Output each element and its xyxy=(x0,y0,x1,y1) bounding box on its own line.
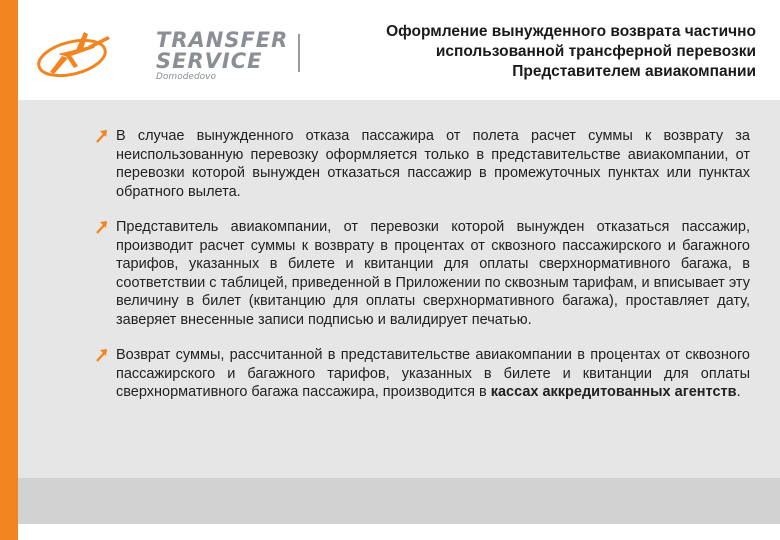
logo-subtitle: Domodedovo xyxy=(156,72,217,82)
header xyxy=(18,0,780,100)
bullet-emphasis: кассах аккредитованных агентств xyxy=(490,384,737,400)
bullet-item xyxy=(96,127,750,201)
bullet-text: Возврат суммы, рассчитанной в представительстве авиакомпании в процентах от сквозного пассажирского и багажного тарифов, указанных в билете и квитанции для оплаты сверхнормативного багажа пассажира, производится в xyxy=(116,347,750,400)
logo-line2: SERVICE xyxy=(156,49,263,73)
transfer-service-logo-icon xyxy=(28,24,128,84)
arrow-bullet-icon xyxy=(96,348,108,362)
arrow-bullet-icon xyxy=(96,220,108,234)
header-divider xyxy=(298,34,300,72)
footer-strip xyxy=(18,478,780,524)
page-title: Оформление вынужденного возврата частично использованной трансферной перевозки Представителем авиакомпании xyxy=(386,23,756,80)
bullet-text: Представитель авиакомпании, от перевозки которой вынужден отказаться пассажир, производит расчет суммы к возврату в процентах от сквозного пассажирского и багажного тарифов, указанных в билете и квитанции для оплаты сверхнормативного багажа, в соответствии с таблицей, приведенной в Приложении по сквозным тарифам, и вписывает эту величину в билет (квитанцию для оплаты сверхнормативного багажа), проставляет дату, заверяет внесенные записи подписью и валидирует печатью. xyxy=(116,219,750,328)
left-accent-bar xyxy=(0,0,18,540)
bullet-tail: . xyxy=(736,384,741,400)
bullet-list xyxy=(96,127,750,419)
bullet-item xyxy=(96,218,750,329)
bullet-text: В случае вынужденного отказа пассажира от полета расчет суммы к возврату за неиспользованную перевозку оформляется только в представительстве авиакомпании, от перевозки которой вынужден отказаться пассажир в промежуточных пунктах или пунктах обратного вылета. xyxy=(116,128,750,200)
bullet-item xyxy=(96,346,750,402)
footer-margin xyxy=(18,524,780,540)
logo-wordmark xyxy=(156,30,288,82)
logo-line1: TRANSFER xyxy=(156,28,289,52)
arrow-bullet-icon xyxy=(96,129,108,143)
